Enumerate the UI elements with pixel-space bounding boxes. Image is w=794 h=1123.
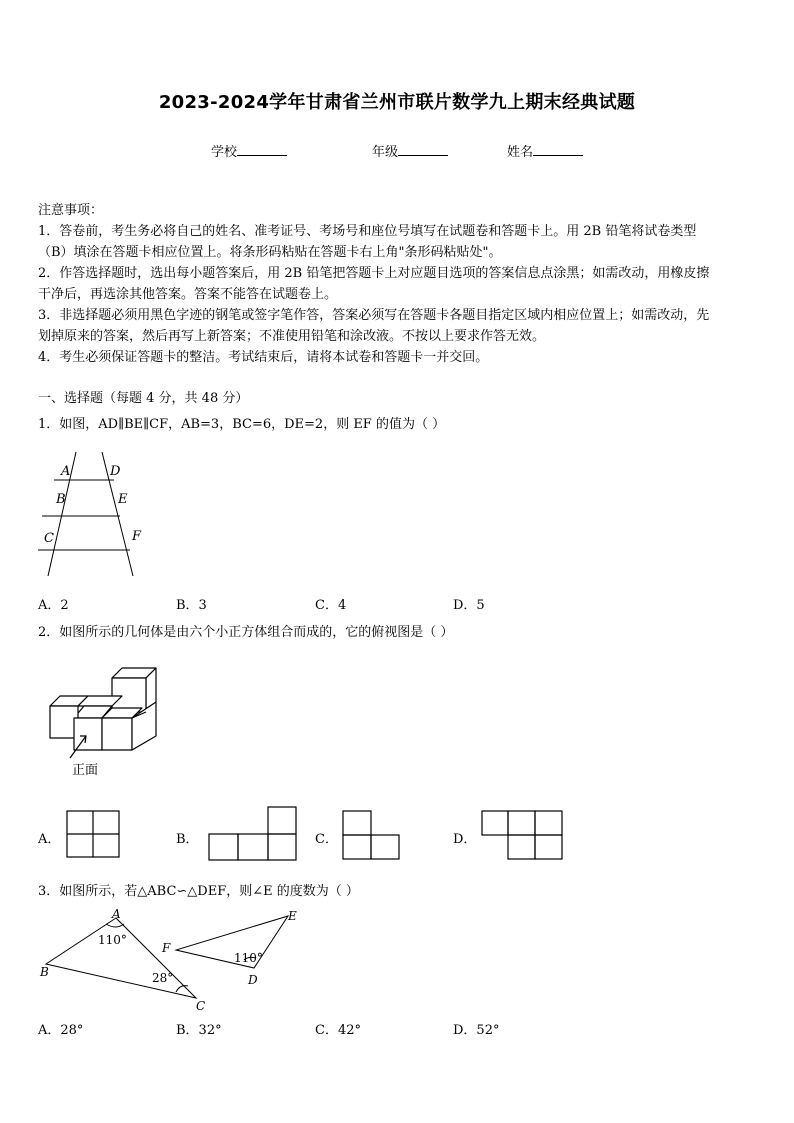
q3-angle-a-label: 110° [98,933,127,947]
q2-top-cube-front-face [112,678,146,712]
q3-triangle-def [176,916,288,968]
q1-parallel-lines-figure [36,448,156,578]
q1-label-d: D [110,464,121,479]
q1-option-a[interactable]: A．2 [38,598,69,613]
q1-option-c[interactable]: C．4 [315,598,347,613]
q3-angle-d-label: 110° [234,951,263,965]
q3-option-a[interactable]: A．28° [38,1023,84,1038]
notes-line-2: （B）填涂在答题卡相应位置上。将条形码粘贴在答题卡右上角"条形码粘贴处"。 [38,245,502,260]
q2-option-c-label[interactable]: C． [315,832,338,847]
q2-cube-solid-figure [46,666,166,781]
q2-option-a-label[interactable]: A． [38,832,61,847]
q3-stem: 3．如图所示，若△ABC∽△DEF，则∠E 的度数为（ ） [38,884,359,899]
q1-option-b[interactable]: B．3 [176,598,207,613]
q2-option-b-label[interactable]: B． [176,832,199,847]
q1-label-c: C [44,531,54,546]
q3-label-c: C [196,999,206,1013]
notes-line-5: 3．非选择题必须用黑色字迹的钢笔或签字笔作答，答案必须写在答题卡各题目指定区域内相应位置上；如需改动，先 [38,308,710,323]
q3-label-f: F [162,941,171,955]
notes-line-6: 划掉原来的答案，然后再写上新答案；不准使用铅笔和涂改液。不按以上要求作答无效。 [38,329,546,344]
notes-line-7: 4．考生必须保证答题卡的整洁。考试结束后，请将本试卷和答题卡一并交回。 [38,350,489,365]
school-field [211,141,287,160]
name-label: 姓名 [507,145,534,160]
q2-option-a-figure[interactable] [66,810,120,858]
q2-option-d-figure[interactable] [480,809,566,861]
q2-option-b-figure[interactable] [207,806,299,862]
q2-front-label: 正面 [72,763,99,778]
q1-stem: 1．如图，AD∥BE∥CF，AB=3，BC=6，DE=2，则 EF 的值为（ ） [38,417,446,432]
q2-front-left-face [74,718,102,750]
q3-angle-c-label: 28° [152,971,174,985]
q3-triangle-abc [46,918,196,998]
name-blank[interactable] [533,143,583,156]
q3-option-d[interactable]: D．52° [453,1023,500,1038]
grade-label: 年级 [372,145,399,160]
page-title: 2023-2024学年甘肃省兰州市联片数学九上期末经典试题 [158,92,636,113]
q1-label-f: F [132,529,142,544]
q3-angle-a-arc [106,924,124,927]
q3-option-b[interactable]: B．32° [176,1023,222,1038]
q3-option-c[interactable]: C．42° [315,1023,361,1038]
q3-label-b: B [40,965,49,979]
q3-label-a: A [112,907,121,921]
notes-line-4: 干净后，再选涂其他答案。答案不能答在试题卷上。 [38,287,338,302]
q1-label-b: B [56,492,66,507]
section-heading: 一、选择题（每题 4 分，共 48 分） [38,391,249,406]
q1-label-e: E [118,492,128,507]
grade-blank[interactable] [398,143,448,156]
grade-field [372,141,448,160]
school-blank[interactable] [237,143,287,156]
notes-heading: 注意事项： [38,203,104,218]
q1-label-a: A [61,464,71,479]
q2-option-c-figure[interactable] [341,809,401,861]
q3-label-e: E [288,909,297,923]
q3-label-d: D [248,973,258,987]
q3-similar-triangles-figure [36,906,316,1016]
notes-line-1: 1．答卷前，考生务必将自己的姓名、准考证号、考场号和座位号填写在试题卷和答题卡上。用 2B 铅笔将试卷类型 [38,224,697,239]
q2-option-d-label[interactable]: D． [453,832,477,847]
q2-stem: 2．如图所示的几何体是由六个小正方体组合而成的，它的俯视图是（ ） [38,625,454,640]
q2-front-right-face [102,718,132,750]
notes-line-3: 2．作答选择题时，选出每小题答案后，用 2B 铅笔把答题卡上对应题目选项的答案信息点涂黑；如需改动，用橡皮擦 [38,266,710,281]
name-field [507,141,583,160]
q1-option-d[interactable]: D．5 [453,598,485,613]
school-label: 学校 [211,145,238,160]
